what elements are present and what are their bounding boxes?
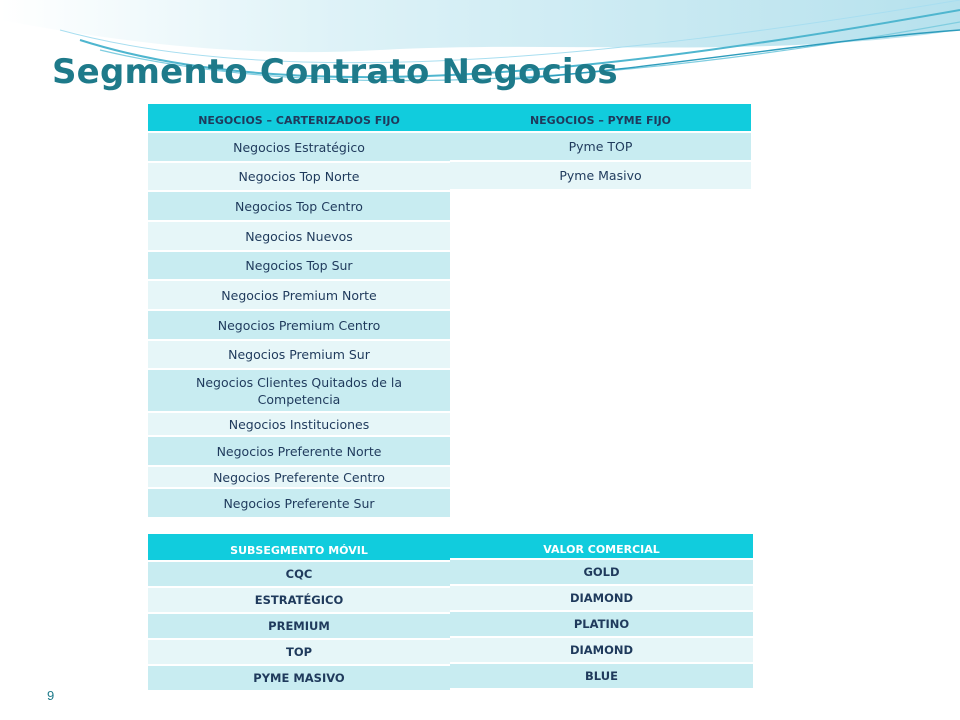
carterizados-row: Negocios Premium Norte xyxy=(148,281,450,311)
pyme-row: Pyme TOP xyxy=(450,133,751,162)
table-pyme xyxy=(450,104,751,191)
carterizados-row: Negocios Nuevos xyxy=(148,222,450,252)
valor-row: PLATINO xyxy=(450,612,753,638)
table-carterizados xyxy=(148,104,450,519)
pyme-row: Pyme Masivo xyxy=(450,162,751,191)
carterizados-row: Negocios Top Norte xyxy=(148,163,450,192)
carterizados-row: Negocios Estratégico xyxy=(148,133,450,163)
carterizados-row: Negocios Top Centro xyxy=(148,192,450,222)
valor-row: BLUE xyxy=(450,664,753,690)
carterizados-row: Negocios Preferente Sur xyxy=(148,489,450,519)
carterizados-row: Negocios Premium Sur xyxy=(148,341,450,370)
subsegmento-row: PREMIUM xyxy=(148,614,450,640)
valor-row: DIAMOND xyxy=(450,586,753,612)
subsegmento-header: SUBSEGMENTO MÓVIL xyxy=(148,534,450,562)
table-valor-comercial xyxy=(450,534,753,690)
carterizados-row: Negocios Preferente Norte xyxy=(148,437,450,467)
pyme-header: NEGOCIOS – PYME FIJO xyxy=(450,104,751,133)
valor-row: GOLD xyxy=(450,560,753,586)
carterizados-row: Negocios Top Sur xyxy=(148,252,450,281)
table-subsegmento-movil xyxy=(148,534,450,692)
subsegmento-row: PYME MASIVO xyxy=(148,666,450,692)
carterizados-header: NEGOCIOS – CARTERIZADOS FIJO xyxy=(148,104,450,133)
subsegmento-row: ESTRATÉGICO xyxy=(148,588,450,614)
page-number: 9 xyxy=(47,688,55,703)
subsegmento-row: TOP xyxy=(148,640,450,666)
carterizados-row: Negocios Premium Centro xyxy=(148,311,450,341)
carterizados-row: Negocios Instituciones xyxy=(148,413,450,437)
carterizados-row: Negocios Preferente Centro xyxy=(148,467,450,489)
carterizados-row: Negocios Clientes Quitados de la Competencia xyxy=(148,370,450,413)
slide-title: Segmento Contrato Negocios xyxy=(52,52,618,92)
subsegmento-row: CQC xyxy=(148,562,450,588)
valor-header: VALOR COMERCIAL xyxy=(450,534,753,560)
valor-row: DIAMOND xyxy=(450,638,753,664)
